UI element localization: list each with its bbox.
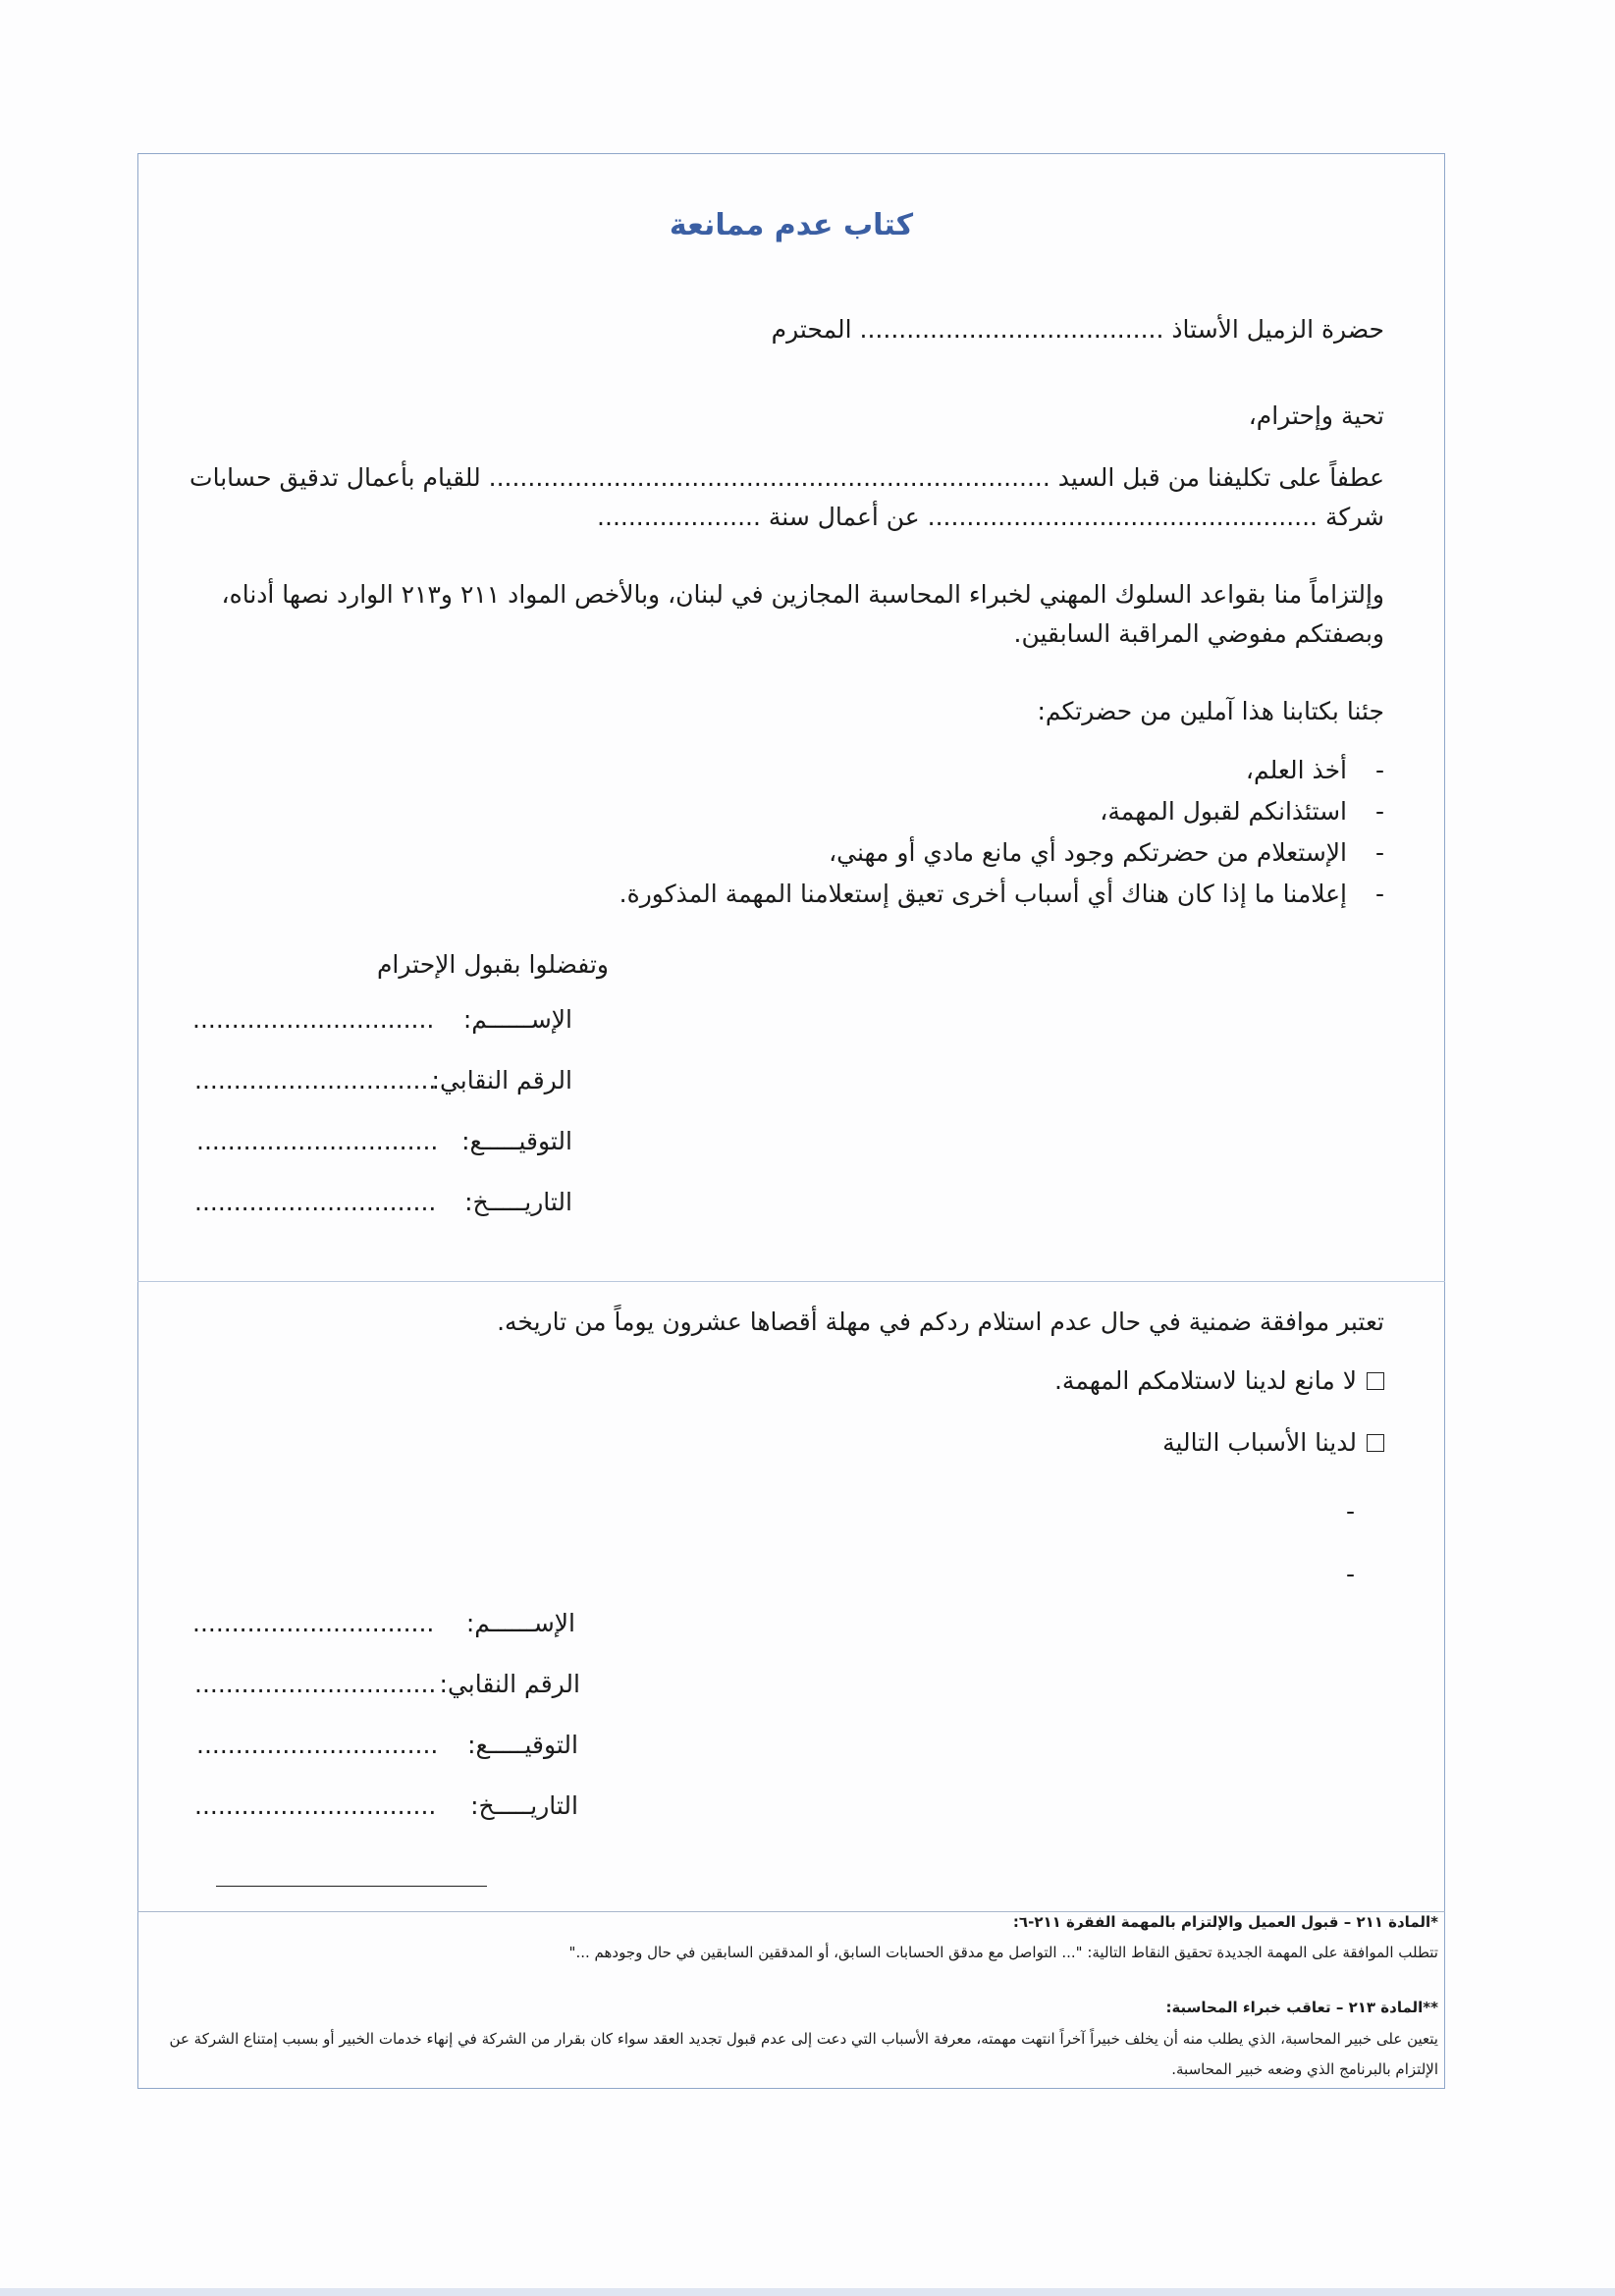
sig-union-dots: ............................... — [194, 1066, 437, 1095]
reason-line: - — [1345, 1560, 1355, 1588]
reason-line: - — [1345, 1497, 1355, 1525]
sig-union-label: الرقم النقابي: — [431, 1066, 572, 1095]
footnote-separator — [137, 1911, 1445, 1912]
list-item: - أخذ العلم، — [1245, 756, 1384, 784]
option-no-objection[interactable]: لا مانع لدينا لاستلامكم المهمة. — [1054, 1366, 1384, 1395]
sig-signature-dots: ............................... — [196, 1127, 439, 1155]
footnote-2-title: **المادة ٢١٣ – تعاقب خبراء المحاسبة: — [1165, 1999, 1438, 2016]
closing: وتفضلوا بقبول الإحترام — [376, 950, 609, 979]
checkbox[interactable] — [1367, 1434, 1384, 1452]
sig2-union-label: الرقم النقابي: — [439, 1670, 580, 1698]
assignment-line-1: عطفاً على تكليفنا من قبل السيد ........................................................................ للقيام بأعمال تدقيق حسابات — [189, 463, 1384, 492]
assignment-line-2: شركة .................................................. عن أعمال سنة ..................... — [597, 503, 1384, 531]
sig-signature-label: التوقيـــــع: — [461, 1127, 572, 1155]
footnote-rule — [216, 1886, 487, 1887]
checkbox[interactable] — [1367, 1372, 1384, 1390]
scan-edge — [0, 2288, 1615, 2296]
footnote-2-text: يتعين على خبير المحاسبة، الذي يطلب منه أن يخلف خبيراً آخراً انتهت مهمته، معرفة الأسباب التي دعت إلى عدم قبول تجديد العقد سواء كان بقرار من الشركة في إنهاء خدمات الخبير أو بسبب إمتناع الشركة عن الإلتزام بالبرنامج الذي وضعه خبير المحاسبة. — [169, 2030, 1438, 2078]
sig2-union-dots: ............................... — [194, 1670, 437, 1698]
sig2-date-dots: ............................... — [194, 1791, 437, 1820]
commitment-paragraph: وإلتزاماً منا بقواعد السلوك المهني لخبراء المحاسبة المجازين في لبنان، وبالأخص المواد ٢١١ و٢١٣ الوارد نصها أدناه، وبصفتكم مفوضي المراقبة السابقين. — [221, 580, 1384, 648]
list-item: - إعلامنا ما إذا كان هناك أي أسباب أخرى تعيق إستعلامنا المهمة المذكورة. — [619, 880, 1384, 908]
sig2-date-label: التاريـــــخ: — [470, 1791, 578, 1820]
footnote-1-text: تتطلب الموافقة على المهمة الجديدة تحقيق النقاط التالية: "... التواصل مع مدقق الحسابات السابق، أو المدققين السابقين في حال وجودهم ..." — [568, 1944, 1438, 1961]
sig-date-label: التاريـــــخ: — [464, 1188, 572, 1216]
sig2-signature-dots: ............................... — [196, 1731, 439, 1759]
sig-name-label: الإســــــم: — [462, 1005, 572, 1034]
salutation: حضرة الزميل الأستاذ ....................................... المحترم — [771, 315, 1384, 344]
reply-note: تعتبر موافقة ضمنية في حال عدم استلام ردكم في مهلة أقصاها عشرون يوماً من تاريخه. — [497, 1308, 1384, 1336]
section-divider — [137, 1281, 1445, 1282]
sig2-signature-label: التوقيـــــع: — [467, 1731, 578, 1759]
document-title: كتاب عدم ممانعة — [669, 208, 914, 242]
list-item: - استئذانكم لقبول المهمة، — [1100, 797, 1384, 826]
sig-name-dots: ............................... — [192, 1005, 435, 1034]
footnote-1-title: *المادة ٢١١ – قبول العميل والإلتزام بالمهمة الفقرة ٢١١-٦: — [1012, 1913, 1438, 1931]
request-list — [619, 750, 1384, 915]
request-intro: جئنا بكتابنا هذا آملين من حضرتكم: — [1037, 697, 1384, 725]
option-reasons[interactable]: لدينا الأسباب التالية — [1162, 1428, 1384, 1457]
sig2-name-label: الإســــــم: — [465, 1609, 575, 1637]
list-item: - الإستعلام من حضرتكم وجود أي مانع مادي أو مهني، — [829, 838, 1384, 867]
greeting: تحية وإحترام، — [1248, 401, 1384, 430]
sig-date-dots: ............................... — [194, 1188, 437, 1216]
sig2-name-dots: ............................... — [192, 1609, 435, 1637]
